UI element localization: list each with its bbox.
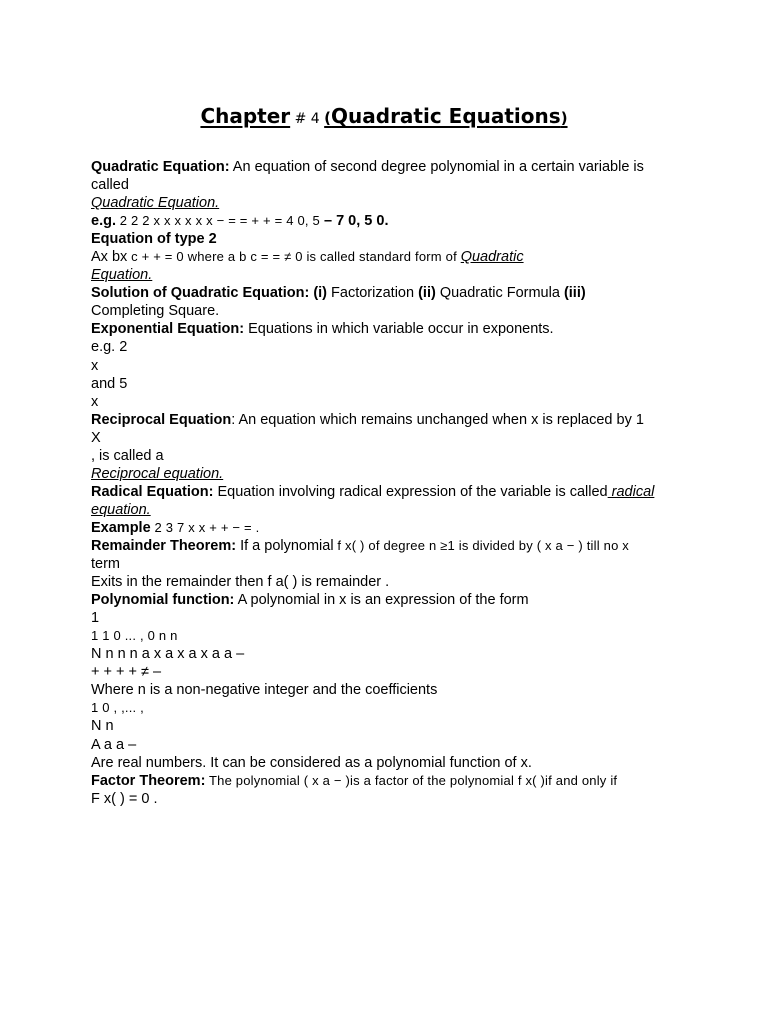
line (91, 194, 691, 212)
line-standard-form: Ax bx c + + = 0 where a b c = = ≠ 0 is called standard form of Quadratic (91, 249, 524, 266)
line: equation. (91, 501, 151, 518)
chapter-title (0, 104, 768, 128)
line-solution: Solution of Quadratic Equation: (i) Factorization (ii) Quadratic Formula (iii) (91, 285, 586, 302)
line: + + + + ≠ – (91, 664, 162, 681)
chapter-name: Quadratic Equations (331, 104, 561, 128)
term-emphasis: Quadratic Equation. (91, 195, 220, 212)
line: , is called a (91, 447, 164, 464)
line: Completing Square. (91, 303, 220, 320)
line: x (91, 357, 99, 374)
line-remainder-theorem: Remainder Theorem: If a polynomial f x( ) of degree n ≥1 is divided by ( x a − ) till no x (91, 537, 630, 554)
close-paren: ) (560, 109, 568, 127)
line: 1 (91, 610, 100, 627)
line: called (91, 177, 129, 194)
line: term (91, 556, 120, 573)
line: N n (91, 718, 114, 735)
line: and 5 (91, 375, 128, 392)
line: Exits in the remainder then f a( ) is remainder . (91, 574, 390, 591)
document-body (91, 158, 691, 808)
line: Reciprocal equation. (91, 465, 224, 482)
line-polynomial-function: Polynomial function: A polynomial in x is an expression of the form (91, 592, 529, 609)
line-radical-example: Example 2 3 7 x x + + − = . (91, 519, 260, 536)
term-label: Quadratic Equation: (91, 159, 230, 175)
open-paren: ( (324, 109, 332, 127)
line: A a a – (91, 736, 137, 753)
line: N n n n a x a x a x a a – (91, 646, 245, 663)
line-reciprocal-equation: Reciprocal Equation: An equation which remains unchanged when x is replaced by 1 (91, 411, 644, 428)
chapter-number: # 4 (290, 111, 325, 127)
line: Are real numbers. It can be considered as a polynomial function of x. (91, 754, 532, 771)
line-example: e.g. 2 2 2 x x x x x x − = = + + = 4 0, 5 – 7 0, 5 0. (91, 213, 389, 230)
line-equation-type: Equation of type 2 (91, 231, 217, 248)
line: Equation. (91, 267, 153, 284)
line: e.g. 2 (91, 339, 128, 356)
line: Where n is a non-negative integer and the coefficients (91, 682, 438, 699)
line-exponential-equation: Exponential Equation: Equations in which variable occur in exponents. (91, 321, 554, 338)
line-factor-theorem: Factor Theorem: The polynomial ( x a − )is a factor of the polynomial f x( )if and only if (91, 772, 618, 789)
line-radical-equation: Radical Equation: Equation involving radical expression of the variable is called radical (91, 483, 655, 500)
line: X (91, 429, 101, 446)
line: 1 1 0 ... , 0 n n (91, 628, 178, 644)
line: x (91, 393, 99, 410)
line: 1 0 , ,... , (91, 700, 144, 716)
line: F x( ) = 0 . (91, 790, 158, 807)
chapter-word: Chapter (200, 104, 291, 128)
line-quadratic-equation: Quadratic Equation: An equation of second degree polynomial in a certain variable is (91, 159, 644, 175)
